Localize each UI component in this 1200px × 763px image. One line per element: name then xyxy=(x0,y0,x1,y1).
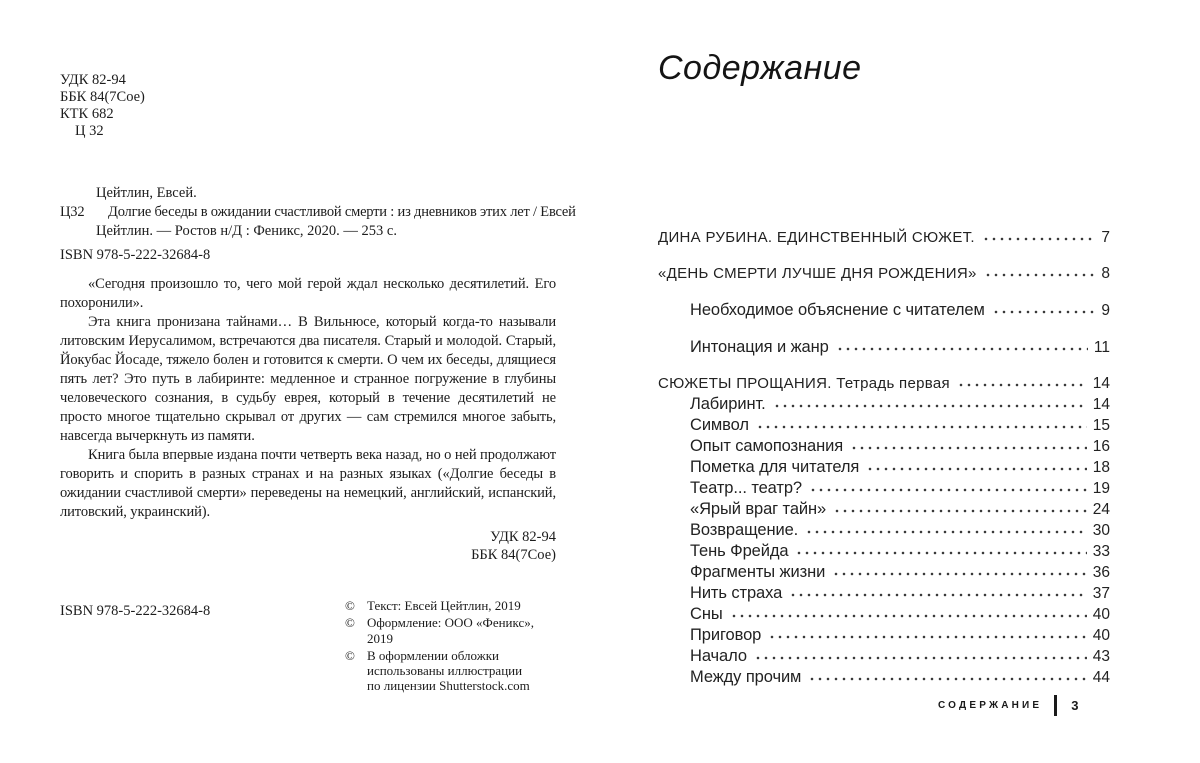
toc-dot-leader xyxy=(850,438,1087,451)
toc-page-number: 18 xyxy=(1092,459,1110,476)
copyright-row xyxy=(345,615,556,647)
toc-dot-leader xyxy=(805,522,1087,535)
toc-entry xyxy=(658,520,1110,541)
biblio-code-line: Ц 32 xyxy=(75,123,104,139)
toc-page-number: 9 xyxy=(1101,302,1110,319)
toc-entry-label: Нить страха xyxy=(690,584,783,602)
copyright-text-line: Оформление: ООО «Феникс», 2019 xyxy=(367,615,535,646)
biblio-code-right-line: УДК 82-94 xyxy=(490,529,556,545)
toc-dot-leader xyxy=(789,585,1087,598)
toc-entry xyxy=(658,228,1110,248)
toc-entry-label: Тень Фрейда xyxy=(690,542,789,560)
toc-page-number: 19 xyxy=(1092,480,1110,497)
catalog-card-main xyxy=(60,203,576,222)
toc-entry xyxy=(658,499,1110,520)
biblio-code-line: УДК 82-94 xyxy=(60,72,126,88)
toc-page-number: 24 xyxy=(1092,501,1110,518)
toc-entry xyxy=(658,541,1110,562)
catalog-card xyxy=(60,184,576,241)
toc-dot-leader xyxy=(808,669,1086,682)
toc-dot-leader xyxy=(832,564,1087,577)
annotation-paragraph: Эта книга пронизана тайнами… В Вильнюсе, который когда-то называли литовским Иерусалимом, встречаются два писателя. Старый и молодой. Старый, Йокубас Йосаде, тяжело болен и готовится к смерти. О чем их беседы, длящиеся пять лет? Это путь в лабиринте: медленное и странное погружение в глубины человеческого сознания, в судьбу еврея, который в течение десятилетий не просто многое тщательно скрывал от других — сам стремился многое забыть, навсегда вычеркнуть из памяти. xyxy=(60,314,556,444)
toc-dot-leader xyxy=(756,417,1087,430)
toc-entry xyxy=(658,300,1110,321)
toc-entry xyxy=(658,478,1110,499)
toc-page-number: 33 xyxy=(1092,543,1110,560)
biblio-codes-right xyxy=(60,528,556,564)
toc-entry xyxy=(658,562,1110,583)
page-footer xyxy=(938,695,1079,716)
copyright-text-line: по лицензии Shutterstock.com xyxy=(367,677,530,693)
copyright-icon: © xyxy=(345,648,355,663)
right-page xyxy=(658,48,1110,688)
isbn-top: ISBN 978-5-222-32684-8 xyxy=(60,247,211,263)
copyright-text-line: использованы иллюстрации xyxy=(367,663,523,678)
toc-page-number: 43 xyxy=(1092,648,1110,665)
toc-entry xyxy=(658,457,1110,478)
toc-entry xyxy=(658,436,1110,457)
biblio-codes xyxy=(60,72,556,140)
toc-dot-leader xyxy=(809,480,1087,493)
toc-entry xyxy=(658,604,1110,625)
toc-entry-label: Необходимое объяснение с читателем xyxy=(690,301,985,319)
toc-entry-label: Фрагменты жизни xyxy=(690,563,826,581)
toc-dot-leader xyxy=(768,627,1087,640)
catalog-card-author: Цейтлин, Евсей. xyxy=(96,185,197,201)
toc-entry-label: Сны xyxy=(690,605,723,623)
biblio-code-line: ББК 84(7Сое) xyxy=(60,89,145,105)
toc-dot-leader xyxy=(866,459,1087,472)
toc-page-number: 36 xyxy=(1092,564,1110,581)
toc-dot-leader xyxy=(754,648,1087,661)
toc-entry-label: Опыт самопознания xyxy=(690,437,844,455)
toc-page-number: 14 xyxy=(1092,396,1110,413)
toc-dot-leader xyxy=(773,396,1087,409)
toc-dot-leader xyxy=(982,229,1095,242)
copyright-text-line: Текст: Евсей Цейтлин, 2019 xyxy=(367,598,521,613)
toc-dot-leader xyxy=(984,265,1096,278)
toc-entry xyxy=(658,337,1110,358)
toc-page-number: 7 xyxy=(1101,229,1110,246)
copyright-row xyxy=(345,648,556,693)
toc-entry xyxy=(658,583,1110,604)
toc-dot-leader xyxy=(833,501,1087,514)
copyright-icon: © xyxy=(345,598,355,613)
biblio-code-right-line: ББК 84(7Сое) xyxy=(471,547,556,563)
toc-dot-leader xyxy=(795,543,1086,556)
annotation-paragraph: Книга была впервые издана почти четверть века назад, но о ней продолжают говорить и спорить в разных странах и на разных языках («Долгие беседы в ожидании счастливой смерти» переведены на немецкий, английский, испанский, литовский, украинский). xyxy=(60,447,556,520)
catalog-card-title-line: Долгие беседы в ожидании счастливой смерти : из дневников этих лет / Евсей xyxy=(108,204,576,220)
copyright-text xyxy=(367,648,530,693)
toc-entry-label: Приговор xyxy=(690,626,762,644)
toc-entry-label: «Ярый враг тайн» xyxy=(690,500,827,518)
annotation xyxy=(60,275,556,522)
copyright-icon: © xyxy=(345,615,355,630)
toc-entry-label: Начало xyxy=(690,647,747,665)
toc-list xyxy=(658,228,1110,688)
toc-page-number: 11 xyxy=(1093,339,1110,356)
toc-page-number: 8 xyxy=(1101,265,1110,282)
toc-entry xyxy=(658,415,1110,436)
toc-page-number: 37 xyxy=(1092,585,1110,602)
toc-entry-label: Лабиринт. xyxy=(690,395,766,413)
toc-page-number: 40 xyxy=(1092,606,1110,623)
toc-entry-label: ДИНА РУБИНА. ЕДИНСТВЕННЫЙ СЮЖЕТ. xyxy=(658,229,975,246)
footer-divider xyxy=(1054,695,1057,716)
toc-entry xyxy=(658,625,1110,646)
copyright-text xyxy=(367,598,521,614)
left-page xyxy=(60,72,576,564)
toc-dot-leader xyxy=(836,339,1088,352)
toc-page-number: 15 xyxy=(1092,417,1110,434)
isbn-bottom: ISBN 978-5-222-32684-8 xyxy=(60,603,211,619)
toc-entry xyxy=(658,374,1110,394)
toc-entry xyxy=(658,394,1110,415)
toc-entry-label: Символ xyxy=(690,416,749,434)
toc-dot-leader xyxy=(730,606,1087,619)
annotation-paragraph: «Сегодня произошло то, чего мой герой ждал несколько десятилетий. Его похоронили». xyxy=(60,276,556,311)
toc-entry-label: Пометка для читателя xyxy=(690,458,860,476)
toc-entry-label: Между прочим xyxy=(690,668,802,686)
toc-entry-label: Театр... театр? xyxy=(690,479,802,497)
toc-entry-label: Интонация и жанр xyxy=(690,338,829,356)
footer-section-label: СОДЕРЖАНИЕ xyxy=(938,700,1043,711)
catalog-card-imprint: Цейтлин. — Ростов н/Д : Феникс, 2020. — 253 с. xyxy=(96,223,397,239)
copyright-text xyxy=(367,615,556,647)
toc-page-number: 16 xyxy=(1092,438,1110,455)
copyright-row xyxy=(345,598,556,614)
toc-entry xyxy=(658,264,1110,284)
left-page-bottom xyxy=(60,598,556,693)
toc-dot-leader xyxy=(992,302,1096,315)
toc-entry-label: СЮЖЕТЫ ПРОЩАНИЯ. Тетрадь первая xyxy=(658,375,950,392)
biblio-code-line: КТК 682 xyxy=(60,106,114,122)
toc-entry xyxy=(658,667,1110,688)
toc-entry-label: Возвращение. xyxy=(690,521,799,539)
toc-page-number: 40 xyxy=(1092,627,1110,644)
catalog-card-code: Ц32 xyxy=(60,204,85,220)
toc-entry xyxy=(658,646,1110,667)
toc-title: Содержание xyxy=(658,49,862,87)
toc-dot-leader xyxy=(957,375,1087,388)
footer-page-number: 3 xyxy=(1071,698,1079,713)
toc-page-number: 44 xyxy=(1092,669,1110,686)
toc-page-number: 30 xyxy=(1092,522,1110,539)
toc-entry-label: «ДЕНЬ СМЕРТИ ЛУЧШЕ ДНЯ РОЖДЕНИЯ» xyxy=(658,265,977,282)
toc-page-number: 14 xyxy=(1092,375,1110,392)
copyright-text-line: В оформлении обложки xyxy=(367,648,499,663)
copyright-block xyxy=(345,598,556,694)
